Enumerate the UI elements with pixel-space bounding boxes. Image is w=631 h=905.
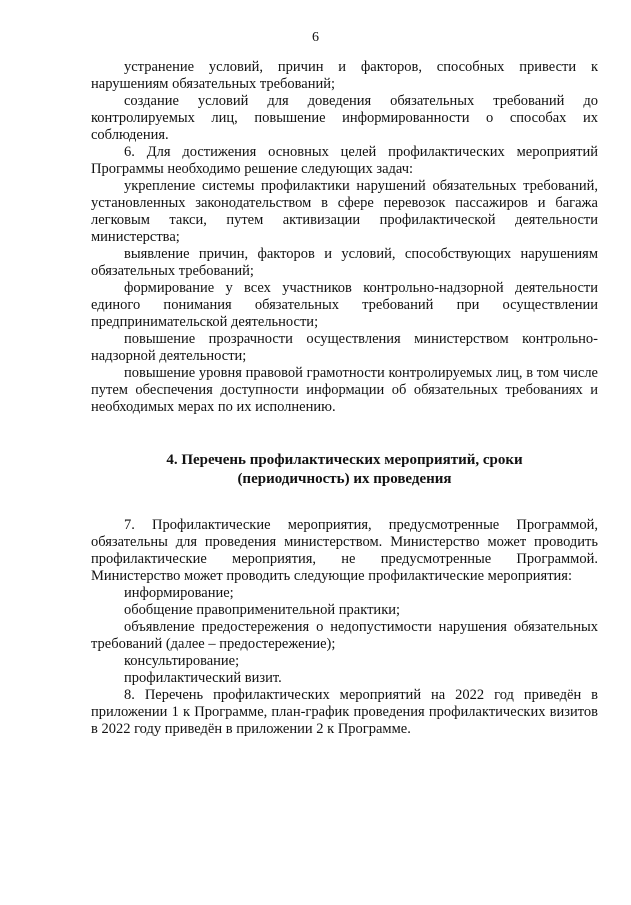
section-heading-line: 4. Перечень профилактических мероприятий, сроки [166, 452, 523, 468]
lower-text-block [91, 517, 598, 738]
section-heading [91, 451, 598, 489]
section-heading-line: (периодичность) их проведения [237, 471, 452, 487]
list-item: обобщение правоприменительной практики; [124, 602, 401, 618]
paragraph: 6. Для достижения основных целей профилактических мероприятий Программы необходимо решение следующих задач: [91, 144, 598, 177]
list-item: объявление предостережения о недопустимости нарушения обязательных требований (далее – предостережение); [91, 619, 598, 652]
paragraph: выявление причин, факторов и условий, способствующих нарушениям обязательных требований; [91, 246, 598, 279]
paragraph: 7. Профилактические мероприятия, предусмотренные Программой, обязательны для проведения министерством. Министерство может проводить профилактические мероприятия, не предусмотренные Программой. Министерство может проводить следующие профилактические мероприятия: [91, 517, 598, 584]
paragraph: создание условий для доведения обязательных требований до контролируемых лиц, повышение информированности о способах их соблюдения. [91, 93, 598, 143]
list-item: консультирование; [124, 653, 240, 669]
paragraph: повышение уровня правовой грамотности контролируемых лиц, в том числе путем обеспечения доступности информации об обязательных требованиях и необходимых мерах по их исполнению. [91, 365, 598, 415]
paragraph: устранение условий, причин и факторов, способных привести к нарушениям обязательных требований; [91, 59, 598, 92]
upper-text-block [91, 59, 598, 416]
list-item: профилактический визит. [124, 670, 282, 686]
paragraph: повышение прозрачности осуществления министерством контрольно-надзорной деятельности; [91, 331, 598, 364]
paragraph: 8. Перечень профилактических мероприятий на 2022 год приведён в приложении 1 к Программе, план-график проведения профилактических визитов в 2022 году приведён в приложении 2 к Программе. [91, 687, 598, 737]
paragraph: формирование у всех участников контрольно-надзорной деятельности единого понимания обязательных требований при осуществлении предпринимательской деятельности; [91, 280, 598, 330]
paragraph: укрепление системы профилактики нарушений обязательных требований, установленных законодательством в сфере перевозок пассажиров и багажа легковым такси, путем активизации профилактической деятельности министерства; [91, 178, 598, 245]
page-number: 6 [312, 30, 319, 45]
list-item: информирование; [124, 585, 234, 601]
